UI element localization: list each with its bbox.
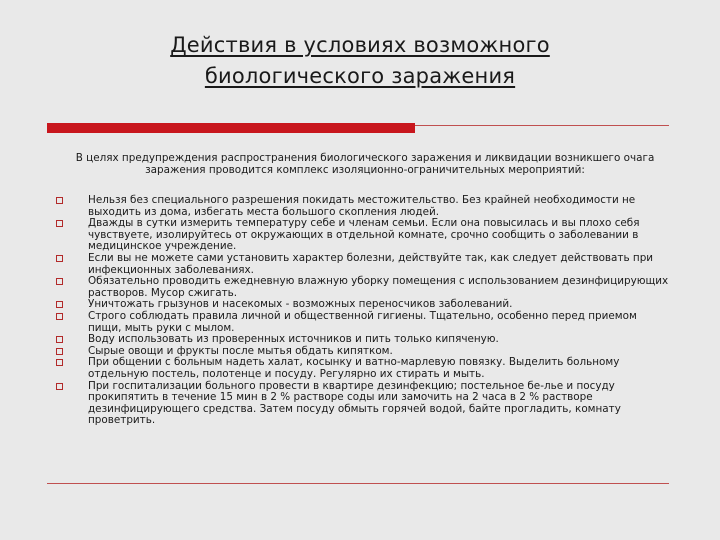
square-bullet-icon [56, 278, 63, 285]
title-thick-red-bar [47, 123, 415, 133]
slide-title-line1: Действия в условиях возможного [170, 33, 550, 57]
list-item-text: Обязательно проводить ежедневную влажную уборку помещения с использованием дезинфицирующих растворов. Мусор сжигать. [88, 275, 669, 299]
list-item [50, 253, 670, 276]
square-bullet-icon [56, 255, 63, 262]
list-item-text: Воду использовать из проверенных источников и пить только кипяченую. [88, 333, 499, 346]
list-item [50, 276, 670, 299]
square-bullet-icon [56, 313, 63, 320]
list-item-text: Нельзя без специального разрешения покидать местожительство. Без крайней необходимости не выходить из дома, избегать места большого скопления людей. [88, 194, 636, 218]
list-item [50, 381, 670, 427]
square-bullet-icon [56, 359, 63, 366]
slide-title [110, 30, 610, 92]
square-bullet-icon [56, 301, 63, 308]
bottom-rule [47, 483, 669, 484]
list-item [50, 357, 670, 380]
list-item-text: Строго соблюдать правила личной и общественной гигиены. Тщательно, особенно перед приемом пищи, мыть руки с мылом. [88, 309, 637, 334]
title-accent-rule [47, 123, 669, 133]
list-item [50, 195, 670, 218]
list-item-text: Уничтожать грызунов и насекомых - возможных переносчиков заболеваний. [88, 298, 513, 311]
slide-title-line2: биологического заражения [204, 64, 516, 88]
square-bullet-icon [56, 336, 63, 343]
list-item [50, 311, 670, 334]
list-item-text: При госпитализации больного провести в квартире дезинфекцию; постельное бе-лье и посуду прокипятить в течение 15 мин в 2 % растворе соды или замочить на 2 часа в 2 % растворе дезинфицирующего средства. Затем посуду обмыть горячей водой, байте прогладить, комнату проветрить. [88, 379, 621, 427]
square-bullet-icon [56, 220, 63, 227]
bullet-list [50, 195, 670, 427]
list-item [50, 218, 670, 253]
intro-paragraph: В целях предупреждения распространения биологического заражения и ликвидации возникшего очага заражения проводится комплекс изоляционно-ограничительных мероприятий: [75, 152, 655, 176]
square-bullet-icon [56, 197, 63, 204]
list-item-text: Дважды в сутки измерить температуру себе и членам семьи. Если она повысилась и вы плохо себя чувствуете, изолируйтесь от окружающих в отдельной комнате, срочно сообщить о заболевании в медицинское учреждение. [88, 217, 640, 253]
list-item-text: Если вы не можете сами установить характер болезни, действуйте так, как следует действовать при инфекционных заболеваниях. [88, 251, 654, 276]
square-bullet-icon [56, 383, 63, 390]
list-item-text: Сырые овощи и фрукты после мытья обдать кипятком. [88, 344, 393, 357]
square-bullet-icon [56, 348, 63, 355]
list-item-text: При общении с больным надеть халат, косынку и ватно-марлевую повязку. Выделить больному отдельную постель, полотенце и посуду. Регулярно их стирать и мыть. [88, 356, 620, 380]
